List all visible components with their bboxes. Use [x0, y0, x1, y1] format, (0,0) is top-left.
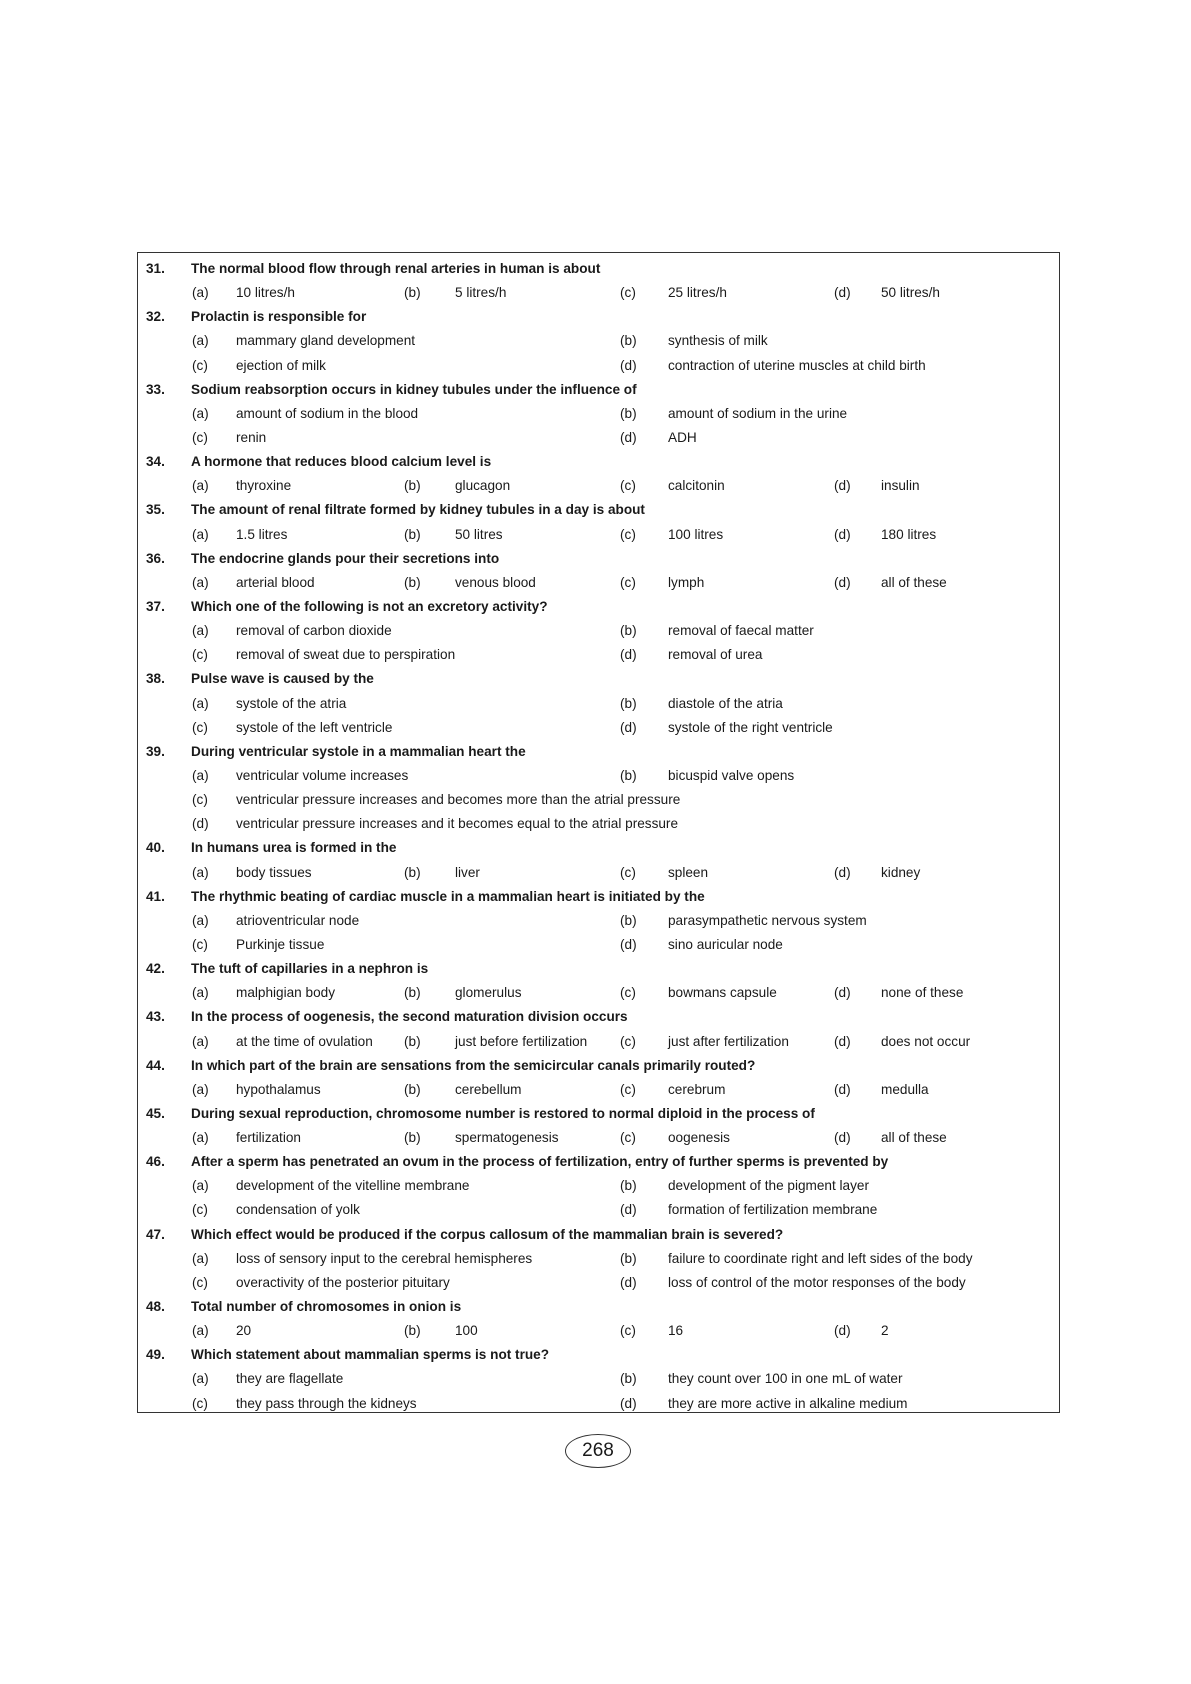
option-label: (b): [620, 1371, 637, 1387]
option-label: (a): [192, 333, 209, 349]
options-row: [138, 692, 1059, 716]
option-label: (a): [192, 1081, 209, 1097]
question-text: Which statement about mammalian sperms is not true?: [191, 1347, 550, 1363]
option-text: synthesis of milk: [668, 333, 768, 349]
option-label: (d): [620, 647, 637, 663]
option-text: lymph: [668, 574, 705, 590]
question-text: The amount of renal filtrate formed by kidney tubules in a day is about: [191, 502, 645, 518]
question-number: 48.: [146, 1299, 165, 1315]
question-text: Which effect would be produced if the corpus callosum of the mammalian brain is severed?: [191, 1226, 784, 1242]
option-text: they are flagellate: [236, 1371, 344, 1387]
question-row: [138, 547, 1059, 571]
options-row: [138, 1271, 1059, 1295]
option-label: (b): [404, 1081, 421, 1097]
option-text: malphigian body: [236, 985, 335, 1001]
option-text: sino auricular node: [668, 936, 783, 952]
options-row: [138, 426, 1059, 450]
question-row: [138, 1102, 1059, 1126]
option-label: (b): [620, 912, 637, 928]
question-row: [138, 1295, 1059, 1319]
option-text: 100: [455, 1323, 478, 1339]
options-row: [138, 764, 1059, 788]
question-number: 31.: [146, 261, 165, 276]
question-row: [138, 836, 1059, 860]
option-label: (b): [620, 623, 637, 639]
options-row: [138, 812, 1059, 836]
option-label: (d): [834, 526, 851, 542]
options-row: [138, 933, 1059, 957]
option-text: 50 litres: [455, 526, 503, 542]
option-text: 50 litres/h: [881, 285, 940, 301]
options-row: [138, 1126, 1059, 1150]
question-row: [138, 1343, 1059, 1367]
option-label: (d): [620, 1395, 637, 1411]
question-text: The tuft of capillaries in a nephron is: [191, 961, 429, 977]
option-text: contraction of uterine muscles at child birth: [668, 357, 926, 373]
option-text: parasympathetic nervous system: [668, 912, 867, 928]
option-label: (d): [620, 1202, 637, 1218]
options-row: [138, 1247, 1059, 1271]
options-row: [138, 861, 1059, 885]
option-label: (c): [192, 1202, 208, 1218]
option-label: (c): [620, 864, 636, 880]
question-number: 36.: [146, 550, 165, 566]
option-label: (c): [620, 985, 636, 1001]
option-text: ADH: [668, 429, 697, 445]
question-row: [138, 1150, 1059, 1174]
option-text: cerebrum: [668, 1081, 726, 1097]
question-text: Which one of the following is not an excretory activity?: [191, 598, 548, 614]
option-text: none of these: [881, 985, 964, 1001]
option-text: failure to coordinate right and left sides of the body: [668, 1250, 973, 1266]
option-text: 180 litres: [881, 526, 937, 542]
question-row: [138, 305, 1059, 329]
question-number: 35.: [146, 502, 165, 518]
option-label: (d): [834, 985, 851, 1001]
option-label: (b): [404, 574, 421, 590]
question-text: In humans urea is formed in the: [191, 840, 397, 856]
option-label: (a): [192, 767, 209, 783]
option-label: (b): [404, 526, 421, 542]
option-label: (a): [192, 1371, 209, 1387]
option-label: (c): [192, 429, 208, 445]
option-label: (b): [404, 1130, 421, 1146]
option-text: systole of the right ventricle: [668, 719, 833, 735]
question-number: 39.: [146, 743, 165, 759]
option-text: kidney: [881, 864, 921, 880]
option-label: (d): [834, 478, 851, 494]
question-text: The endocrine glands pour their secretions into: [191, 550, 500, 566]
options-row: [138, 788, 1059, 812]
option-text: venous blood: [455, 574, 536, 590]
option-label: (d): [834, 1033, 851, 1049]
option-label: (d): [834, 864, 851, 880]
option-text: calcitonin: [668, 478, 725, 494]
option-text: removal of sweat due to perspiration: [236, 647, 456, 663]
option-label: (d): [834, 1081, 851, 1097]
option-label: (a): [192, 478, 209, 494]
option-text: spleen: [668, 864, 709, 880]
options-row: [138, 1198, 1059, 1222]
option-text: amount of sodium in the blood: [236, 405, 419, 421]
option-text: at the time of ovulation: [236, 1033, 373, 1049]
option-text: bowmans capsule: [668, 985, 777, 1001]
option-label: (c): [620, 1323, 636, 1339]
options-row: [138, 1392, 1059, 1416]
option-label: (d): [620, 1274, 637, 1290]
question-number: 42.: [146, 961, 165, 977]
option-text: 100 litres: [668, 526, 724, 542]
question-number: 47.: [146, 1226, 165, 1242]
option-text: all of these: [881, 1130, 947, 1146]
options-row: [138, 909, 1059, 933]
question-row: [138, 450, 1059, 474]
option-label: (b): [404, 478, 421, 494]
option-label: (b): [620, 1178, 637, 1194]
option-text: just before fertilization: [455, 1033, 588, 1049]
option-label: (c): [620, 1130, 636, 1146]
option-text: thyroxine: [236, 478, 292, 494]
option-text: removal of carbon dioxide: [236, 623, 392, 639]
option-label: (b): [404, 985, 421, 1001]
option-text: Purkinje tissue: [236, 936, 325, 952]
question-text: Pulse wave is caused by the: [191, 671, 374, 687]
option-text: just after fertilization: [668, 1033, 789, 1049]
option-label: (d): [834, 285, 851, 301]
option-label: (a): [192, 1323, 209, 1339]
option-text: removal of faecal matter: [668, 623, 814, 639]
option-text: insulin: [881, 478, 920, 494]
question-number: 49.: [146, 1347, 165, 1363]
question-row: [138, 378, 1059, 402]
option-text: 16: [668, 1323, 684, 1339]
options-row: [138, 523, 1059, 547]
question-row: [138, 740, 1059, 764]
option-text: glucagon: [455, 478, 511, 494]
options-row: [138, 1367, 1059, 1391]
option-text: fertilization: [236, 1130, 301, 1146]
option-label: (b): [404, 1033, 421, 1049]
option-text: 2: [881, 1323, 889, 1339]
question-text: In the process of oogenesis, the second maturation division occurs: [191, 1009, 628, 1025]
question-row: [138, 595, 1059, 619]
question-text: The normal blood flow through renal arteries in human is about: [191, 261, 601, 276]
option-text: spermatogenesis: [455, 1130, 559, 1146]
option-label: (a): [192, 285, 209, 301]
option-label: (d): [620, 357, 637, 373]
option-label: (a): [192, 1178, 209, 1194]
option-label: (c): [620, 1033, 636, 1049]
question-number: 40.: [146, 840, 165, 856]
option-label: (b): [404, 285, 421, 301]
options-row: [138, 402, 1059, 426]
option-text: condensation of yolk: [236, 1202, 360, 1218]
question-number: 45.: [146, 1105, 165, 1121]
option-label: (b): [620, 1250, 637, 1266]
options-row: [138, 643, 1059, 667]
option-text: they pass through the kidneys: [236, 1395, 417, 1411]
question-number: 46.: [146, 1154, 165, 1170]
option-text: they count over 100 in one mL of water: [668, 1371, 903, 1387]
option-text: loss of sensory input to the cerebral hemispheres: [236, 1250, 533, 1266]
question-number: 43.: [146, 1009, 165, 1025]
question-row: [138, 1223, 1059, 1247]
option-text: loss of control of the motor responses of the body: [668, 1274, 966, 1290]
option-label: (a): [192, 405, 209, 421]
option-text: ventricular pressure increases and becomes more than the atrial pressure: [236, 792, 681, 808]
option-label: (b): [404, 864, 421, 880]
question-number: 38.: [146, 671, 165, 687]
option-label: (c): [620, 285, 636, 301]
option-label: (c): [620, 478, 636, 494]
option-text: formation of fertilization membrane: [668, 1202, 878, 1218]
option-label: (c): [620, 526, 636, 542]
question-text: In which part of the brain are sensations from the semicircular canals primarily routed?: [191, 1057, 756, 1073]
option-label: (c): [192, 1274, 208, 1290]
options-row: [138, 716, 1059, 740]
option-label: (d): [620, 429, 637, 445]
option-text: oogenesis: [668, 1130, 730, 1146]
option-text: 25 litres/h: [668, 285, 727, 301]
option-label: (a): [192, 912, 209, 928]
question-number: 32.: [146, 309, 165, 325]
option-text: does not occur: [881, 1033, 971, 1049]
question-number: 41.: [146, 888, 165, 904]
option-label: (a): [192, 1130, 209, 1146]
question-row: [138, 498, 1059, 522]
question-row: [138, 1005, 1059, 1029]
option-text: glomerulus: [455, 985, 522, 1001]
option-label: (c): [620, 1081, 636, 1097]
question-row: [138, 885, 1059, 909]
option-label: (d): [834, 1323, 851, 1339]
option-label: (a): [192, 864, 209, 880]
option-text: ventricular pressure increases and it becomes equal to the atrial pressure: [236, 816, 679, 832]
options-row: [138, 354, 1059, 378]
option-label: (a): [192, 526, 209, 542]
option-text: overactivity of the posterior pituitary: [236, 1274, 450, 1290]
option-text: hypothalamus: [236, 1081, 321, 1097]
option-text: 5 litres/h: [455, 285, 507, 301]
option-label: (c): [192, 357, 208, 373]
options-row: [138, 571, 1059, 595]
option-label: (c): [192, 1395, 208, 1411]
option-text: body tissues: [236, 864, 312, 880]
option-text: ventricular volume increases: [236, 767, 409, 783]
question-text: Sodium reabsorption occurs in kidney tubules under the influence of: [191, 381, 637, 397]
options-row: [138, 1078, 1059, 1102]
option-label: (b): [620, 767, 637, 783]
option-text: mammary gland development: [236, 333, 416, 349]
option-text: diastole of the atria: [668, 695, 783, 711]
question-row: [138, 257, 1059, 281]
option-text: amount of sodium in the urine: [668, 405, 848, 421]
question-number: 44.: [146, 1057, 165, 1073]
option-text: renin: [236, 429, 267, 445]
question-box: [137, 252, 1060, 1413]
option-label: (d): [620, 936, 637, 952]
option-text: they are more active in alkaline medium: [668, 1395, 908, 1411]
option-label: (a): [192, 695, 209, 711]
option-label: (d): [620, 719, 637, 735]
option-label: (a): [192, 574, 209, 590]
option-text: systole of the atria: [236, 695, 347, 711]
page-number: 268: [565, 1434, 631, 1468]
options-row: [138, 1030, 1059, 1054]
option-text: liver: [455, 864, 480, 880]
option-text: ejection of milk: [236, 357, 326, 373]
option-label: (c): [192, 792, 208, 808]
option-text: removal of urea: [668, 647, 763, 663]
options-row: [138, 329, 1059, 353]
options-row: [138, 474, 1059, 498]
options-row: [138, 619, 1059, 643]
question-text: During ventricular systole in a mammalian heart the: [191, 743, 526, 759]
option-label: (d): [834, 574, 851, 590]
option-label: (a): [192, 985, 209, 1001]
option-text: systole of the left ventricle: [236, 719, 393, 735]
option-label: (b): [404, 1323, 421, 1339]
option-text: atrioventricular node: [236, 912, 360, 928]
question-number: 34.: [146, 454, 165, 470]
question-row: [138, 957, 1059, 981]
option-text: 20: [236, 1323, 252, 1339]
options-row: [138, 981, 1059, 1005]
option-label: (c): [192, 936, 208, 952]
option-text: medulla: [881, 1081, 929, 1097]
option-text: 10 litres/h: [236, 285, 295, 301]
option-label: (a): [192, 1250, 209, 1266]
option-label: (d): [192, 816, 209, 832]
option-label: (d): [834, 1130, 851, 1146]
question-text: Total number of chromosomes in onion is: [191, 1299, 462, 1315]
options-row: [138, 1174, 1059, 1198]
question-text: During sexual reproduction, chromosome number is restored to normal diploid in the process of: [191, 1105, 815, 1121]
option-text: all of these: [881, 574, 947, 590]
question-number: 37.: [146, 598, 165, 614]
option-label: (c): [192, 719, 208, 735]
option-text: cerebellum: [455, 1081, 522, 1097]
options-row: [138, 1319, 1059, 1343]
option-text: 1.5 litres: [236, 526, 288, 542]
options-row: [138, 281, 1059, 305]
question-number: 33.: [146, 381, 165, 397]
option-label: (c): [620, 574, 636, 590]
option-text: bicuspid valve opens: [668, 767, 795, 783]
option-text: arterial blood: [236, 574, 315, 590]
question-text: The rhythmic beating of cardiac muscle in a mammalian heart is initiated by the: [191, 888, 705, 904]
option-text: development of the pigment layer: [668, 1178, 870, 1194]
option-label: (b): [620, 695, 637, 711]
question-text: After a sperm has penetrated an ovum in the process of fertilization, entry of further sperms is prevented by: [191, 1154, 889, 1170]
question-row: [138, 1054, 1059, 1078]
question-text: Prolactin is responsible for: [191, 309, 367, 325]
option-text: development of the vitelline membrane: [236, 1178, 470, 1194]
option-label: (a): [192, 623, 209, 639]
option-label: (a): [192, 1033, 209, 1049]
option-label: (c): [192, 647, 208, 663]
question-row: [138, 667, 1059, 691]
option-label: (b): [620, 333, 637, 349]
option-label: (b): [620, 405, 637, 421]
question-text: A hormone that reduces blood calcium level is: [191, 454, 492, 470]
